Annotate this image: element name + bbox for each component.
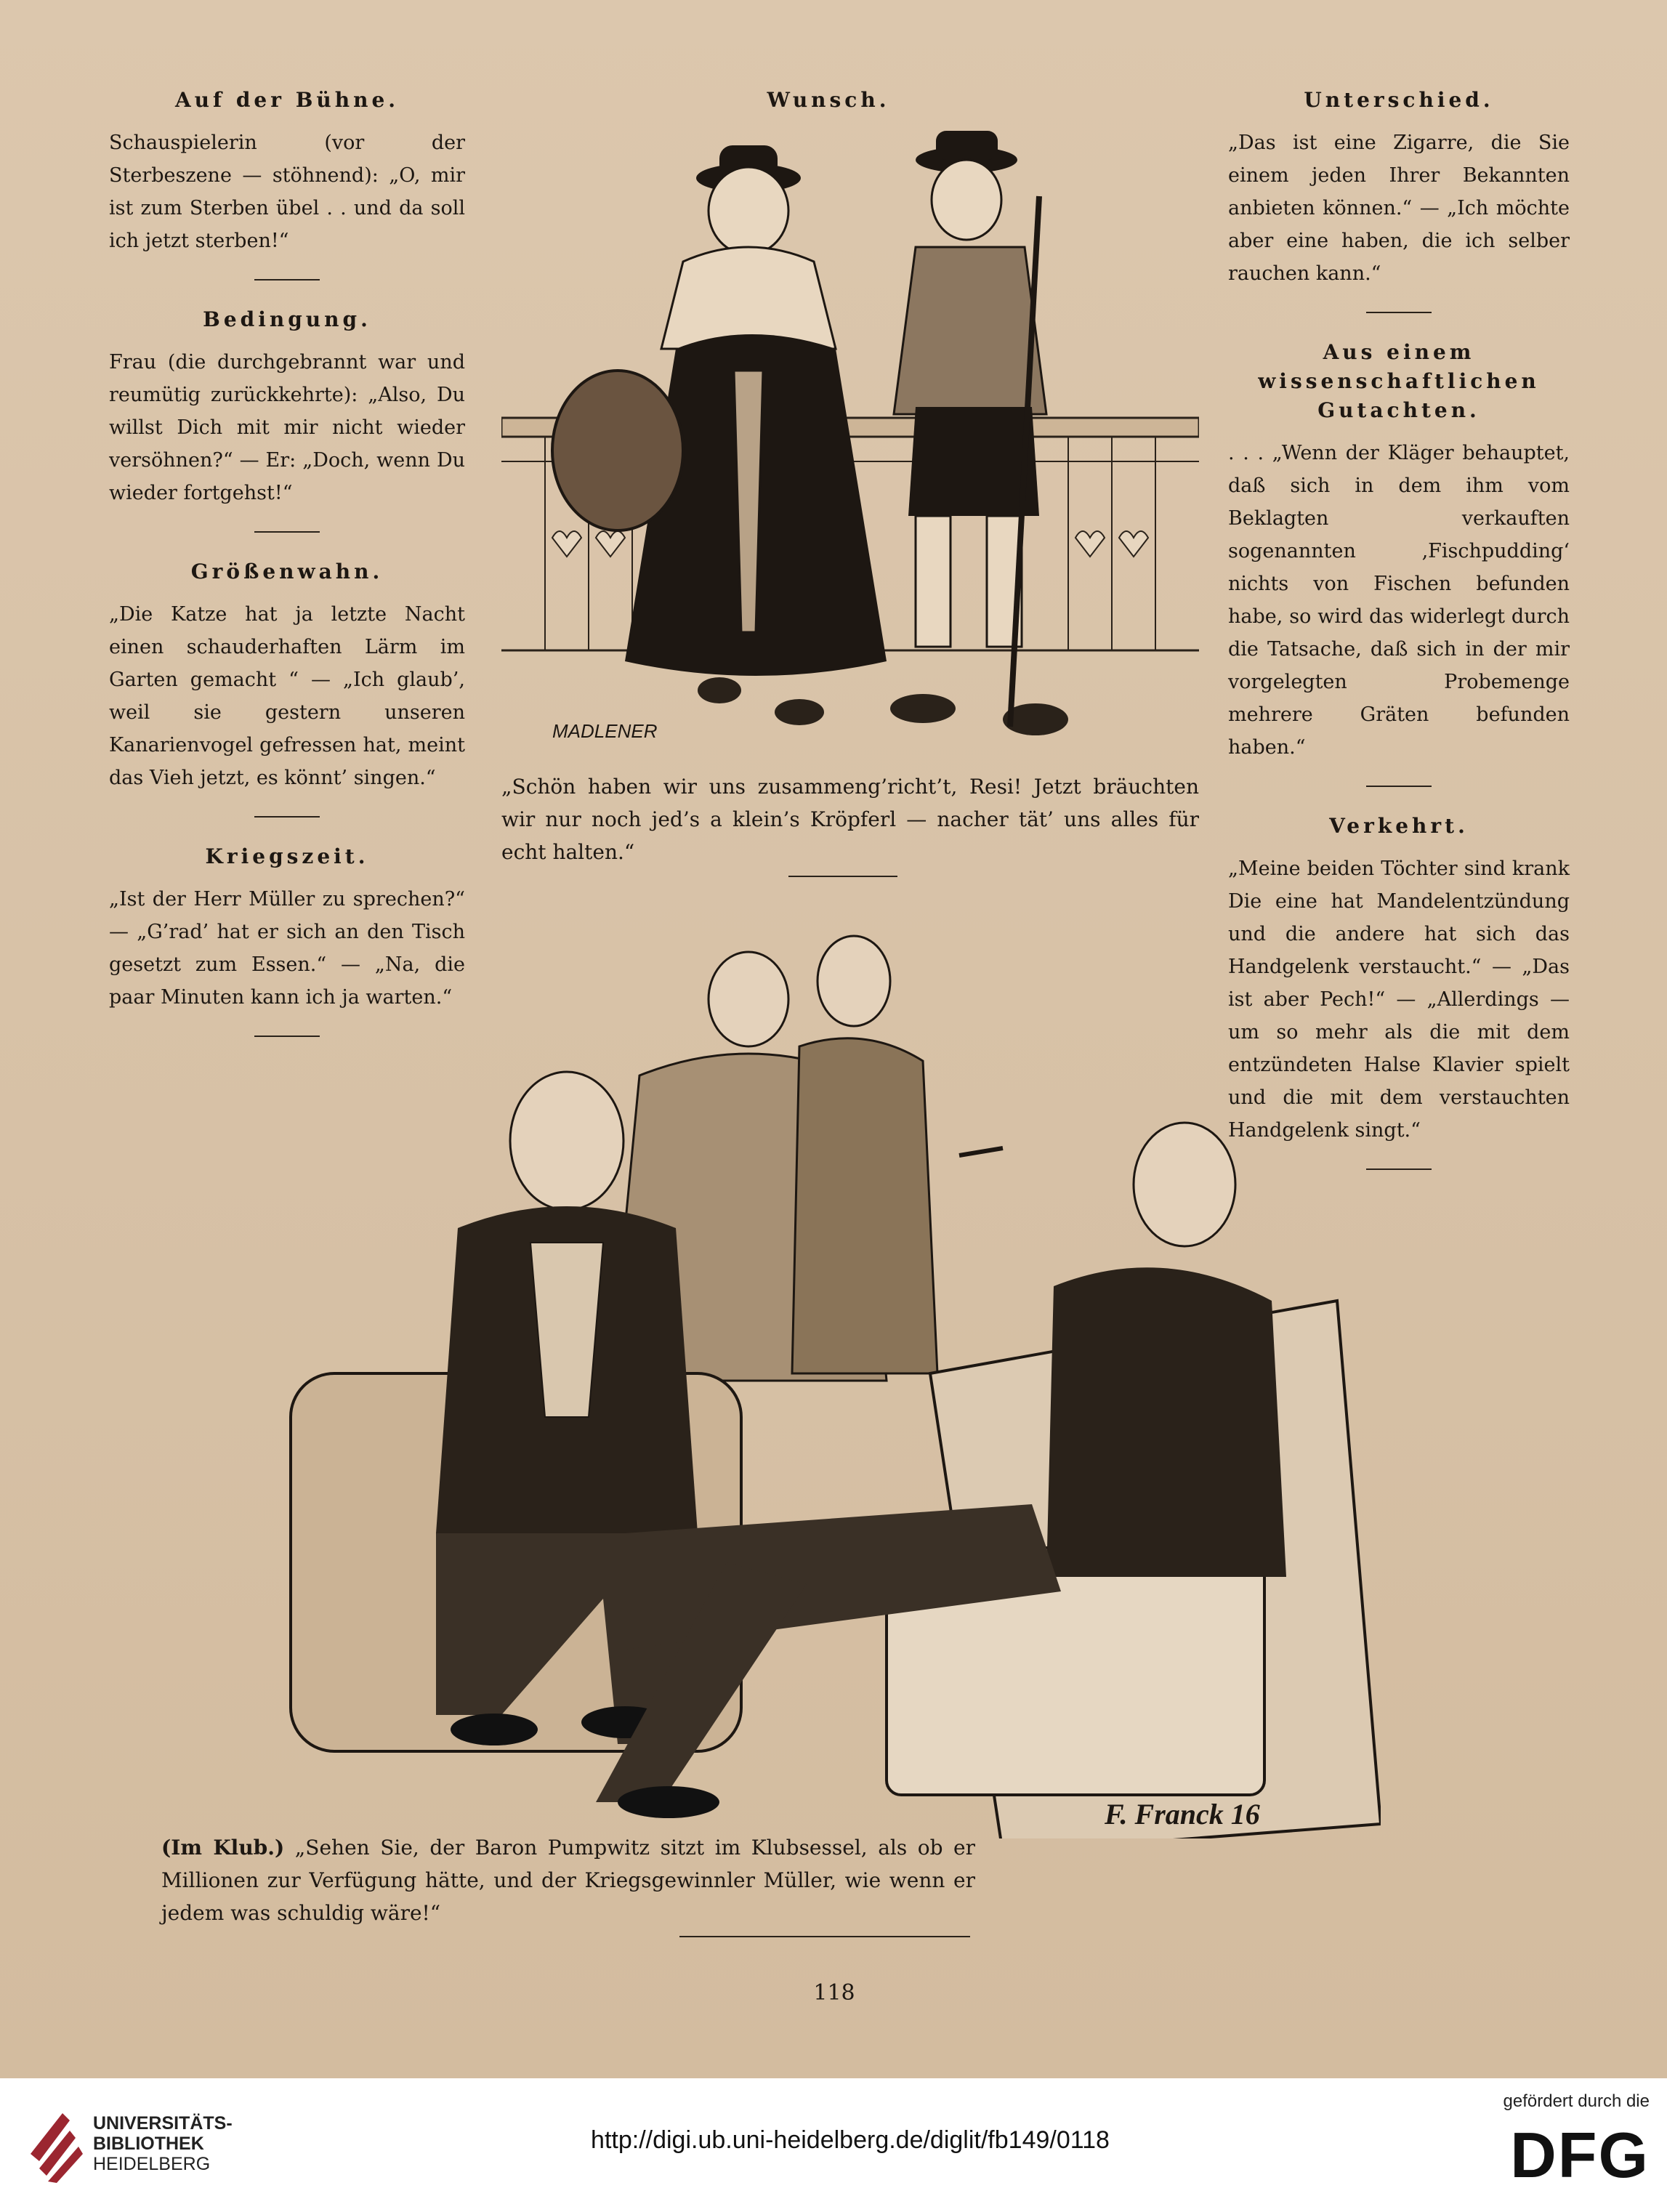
artist-signature: F. Franck 16 bbox=[1105, 1798, 1260, 1830]
divider bbox=[788, 876, 897, 877]
caption-text: „Sehen Sie, der Baron Pumpwitz sitzt im Klubsessel, als ob er Millionen zur Verfügung hätte, und der Kriegsgewinnler Müller, wie wenn er jedem was schuldig wäre!“ bbox=[161, 1836, 975, 1925]
library-line: UNIVERSITÄTS- bbox=[93, 2113, 233, 2134]
footer-banner bbox=[0, 2078, 1667, 2212]
article-title: Auf der Bühne. bbox=[174, 88, 400, 112]
center-title-block bbox=[501, 86, 1155, 126]
article-text: Frau (die durchgebrannt war und reumütig zurückkehrte): „Also, Du willst Dich mit mir nicht wieder versöhnen?“ — Er: „Doch, wenn Du wieder fortgehst!“ bbox=[109, 351, 465, 504]
caption-lead: (Im Klub.) bbox=[161, 1836, 285, 1860]
funding-note: gefördert durch die bbox=[1503, 2091, 1650, 2111]
club-caption bbox=[161, 1831, 975, 1929]
divider bbox=[254, 531, 320, 533]
article-text: „Ist der Herr Müller zu sprechen?“ — „G’rad’ hat er sich an den Tisch gesetzt zum Essen.“ — „Na, die paar Minuten kann ich ja warten.“ bbox=[109, 888, 465, 1009]
artist-signature: MADLENER bbox=[552, 720, 658, 742]
page-number: 118 bbox=[813, 1980, 855, 2006]
divider bbox=[254, 279, 320, 280]
article-title: Größenwahn. bbox=[190, 560, 384, 584]
article-title: Verkehrt. bbox=[1329, 814, 1469, 838]
library-name[interactable] bbox=[93, 2113, 233, 2174]
club-illustration bbox=[218, 908, 1381, 1838]
article-title: Kriegszeit. bbox=[205, 844, 369, 868]
article-title: Aus einem wissenschaftlichen Gutachten. bbox=[1258, 340, 1540, 422]
divider bbox=[1366, 312, 1432, 313]
article-text: „Meine beiden Töchter sind krank Die eine hat Mandelentzündung und die andere hat sich das Handgelenk verstaucht.“ — „Das ist aber Pech!“ — „Allerdings — um so mehr als die mit dem entzündeten Halse Klavier spielt und die mit dem verstauchten Handgelenk singt.“ bbox=[1228, 857, 1570, 1142]
library-line: BIBLIOTHEK bbox=[93, 2134, 204, 2154]
university-library-logo-icon[interactable] bbox=[25, 2103, 86, 2183]
permalink[interactable]: http://digi.ub.uni-heidelberg.de/diglit/fb149/0118 bbox=[591, 2126, 1110, 2154]
couple-illustration bbox=[501, 131, 1199, 763]
divider bbox=[1366, 786, 1432, 787]
library-line: HEIDELBERG bbox=[93, 2154, 211, 2174]
article-title: Bedingung. bbox=[203, 307, 371, 331]
article-title: Wunsch. bbox=[767, 88, 890, 112]
article-text: Schauspielerin (vor der Sterbeszene — stöhnend): „O, mir ist zum Sterben übel . . und da soll ich jetzt sterben!“ bbox=[109, 132, 465, 252]
article-text: „Das ist eine Zigarre, die Sie einem jeden Ihrer Bekannten anbieten können.“ — „Ich möchte aber eine haben, die ich selber rauchen kann.“ bbox=[1228, 132, 1570, 285]
article-text: . . . „Wenn der Kläger behauptet, daß sich in dem ihm vom Beklagten verkauften sogenannten ‚Fischpudding‘ nichts von Fischen befunden habe, so wird das widerlegt durch die Tatsache, daß sich in der mir vorgelegten Probemenge mehrere Gräten befunden haben.“ bbox=[1228, 442, 1570, 759]
divider bbox=[254, 816, 320, 818]
cartoon-caption: „Schön haben wir uns zusammeng’richt’t, Resi! Jetzt bräuchten wir nur noch jed’s a klein’s Kröpferl — nacher tät’ uns alles für echt halten.“ bbox=[501, 775, 1199, 864]
article-title: Unterschied. bbox=[1304, 88, 1494, 112]
divider bbox=[679, 1936, 970, 1937]
article-text: „Die Katze hat ja letzte Nacht einen schauderhaften Lärm im Garten gemacht “ — „Ich glaub’, weil sie gestern unseren Kanarienvogel gefressen hat, meint das Vieh jetzt, es könnt’ singen.“ bbox=[109, 603, 465, 789]
dfg-logo[interactable]: DFG bbox=[1510, 2119, 1650, 2191]
